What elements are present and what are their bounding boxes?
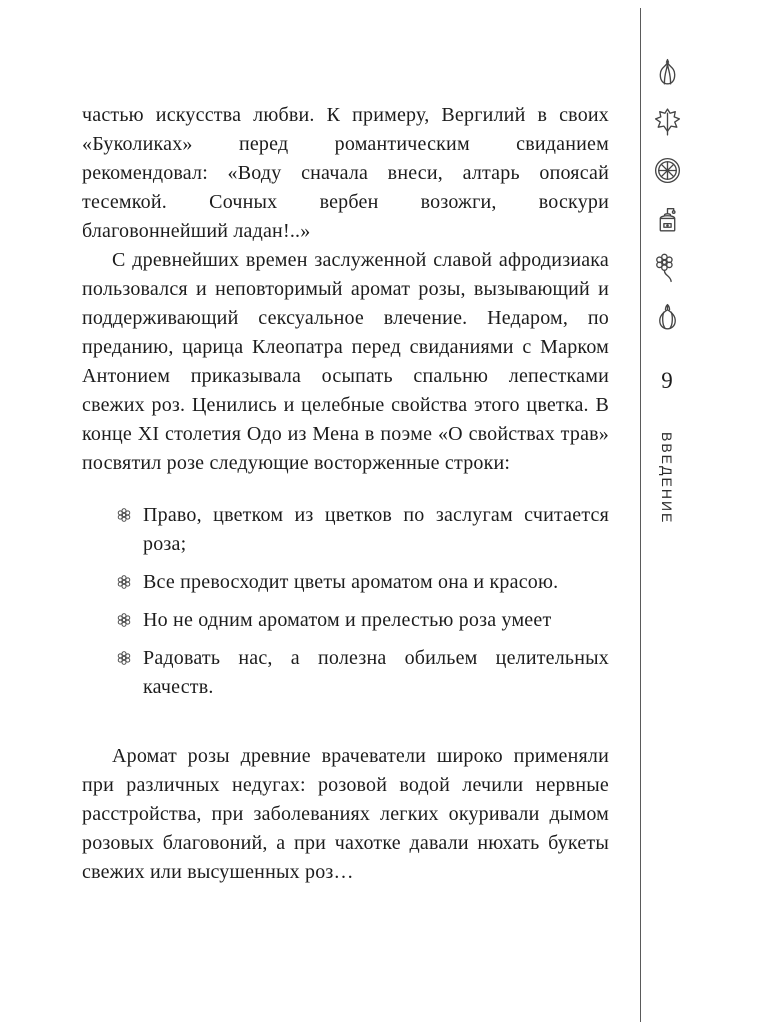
vanilla-flower-icon	[651, 252, 684, 285]
page-number: 9	[661, 368, 673, 393]
list-item-text: Но не одним ароматом и прелестью роза умеет	[143, 609, 552, 631]
verse-list	[82, 501, 609, 702]
ingredient-icons	[651, 56, 684, 334]
leaf-icon	[651, 105, 684, 138]
page-text	[82, 101, 609, 887]
onion-icon	[651, 301, 684, 334]
section-label: ВВЕДЕНИЕ	[659, 432, 675, 525]
paragraph: Аромат розы древние врачеватели широко применяли при различных недугах: розовой водой лечили нервные расстройства, при заболеваниях легких окуривали дымом розовых благовоний, а при чахотке давали нюхать букеты свежих или высушенных роз…	[82, 745, 609, 883]
list-item-text: Право, цветком из цветков по заслугам считается роза;	[143, 504, 609, 555]
flower-bullet-icon	[116, 612, 132, 628]
paragraph: частью искусства любви. К примеру, Вергилий в своих «Буколиках» перед романтическим свиданием рекомендовал: «Воду сначала внеси, алтарь опоясай тесемкой. Сочных вербен возожги, воскури благовоннейший ладан!..»	[82, 104, 609, 242]
list-item	[116, 568, 609, 597]
garlic-icon	[651, 56, 684, 89]
flower-bullet-icon	[116, 507, 132, 523]
coffee-grinder-icon	[651, 203, 684, 236]
list-item	[116, 501, 609, 559]
paragraph: С древнейших времен заслуженной славой афродизиака пользовался и неповторимый аромат розы, вызывающий и поддерживающий сексуальное влечение. Недаром, по преданию, царица Клеопатра перед свиданиями с Марком Антонием приказывала осыпать спальню лепестками свежих роз. Ценились и целебные свойства этого цветка. В конце XI столетия Одо из Мена в поэме «О свойствах трав» посвятил розе следующие восторженные строки:	[82, 249, 609, 474]
list-item	[116, 606, 609, 635]
list-item-text: Радовать нас, а полезна обильем целительных качеств.	[143, 647, 609, 698]
flower-bullet-icon	[116, 650, 132, 666]
list-item-text: Все превосходит цветы ароматом она и красою.	[143, 571, 559, 593]
lemon-icon	[651, 154, 684, 187]
flower-bullet-icon	[116, 574, 132, 590]
sidebar-rail	[641, 56, 693, 524]
list-item	[116, 644, 609, 702]
